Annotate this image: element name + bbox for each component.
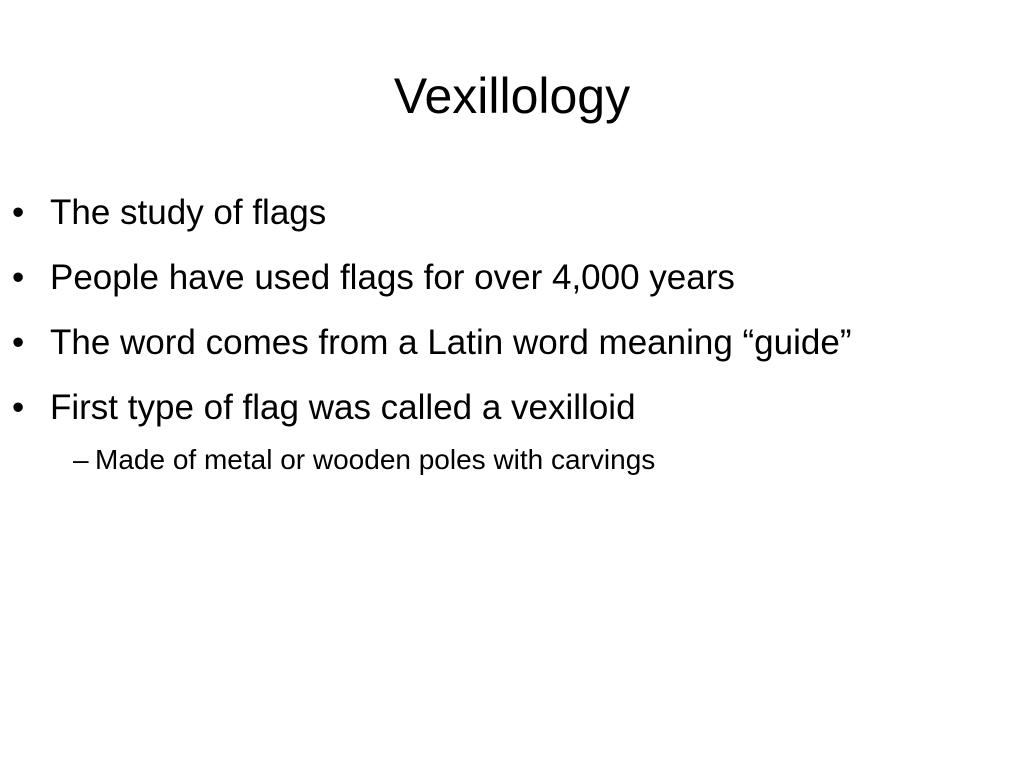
sub-bullet-text: Made of metal or wooden poles with carvings [95, 444, 656, 475]
bullet-item [0, 314, 1024, 379]
bullet-item [0, 379, 1024, 444]
bullet-text: The word comes from a Latin word meaning “guide” [50, 323, 852, 362]
bullet-text: First type of flag was called a vexilloid [50, 388, 636, 427]
bullet-text: People have used flags for over 4,000 years [50, 258, 735, 297]
bullet-dot-icon: • [12, 193, 25, 232]
bullet-text: The study of flags [50, 193, 327, 232]
bullet-list [0, 184, 1024, 488]
sub-bullet-item [0, 438, 1024, 488]
bullet-item [0, 184, 1024, 249]
dash-icon: – [73, 444, 89, 475]
bullet-dot-icon: • [12, 258, 25, 297]
slide-title: Vexillology [393, 68, 631, 124]
bullet-dot-icon: • [12, 388, 25, 427]
bullet-dot-icon: • [12, 323, 25, 362]
bullet-item [0, 249, 1024, 314]
